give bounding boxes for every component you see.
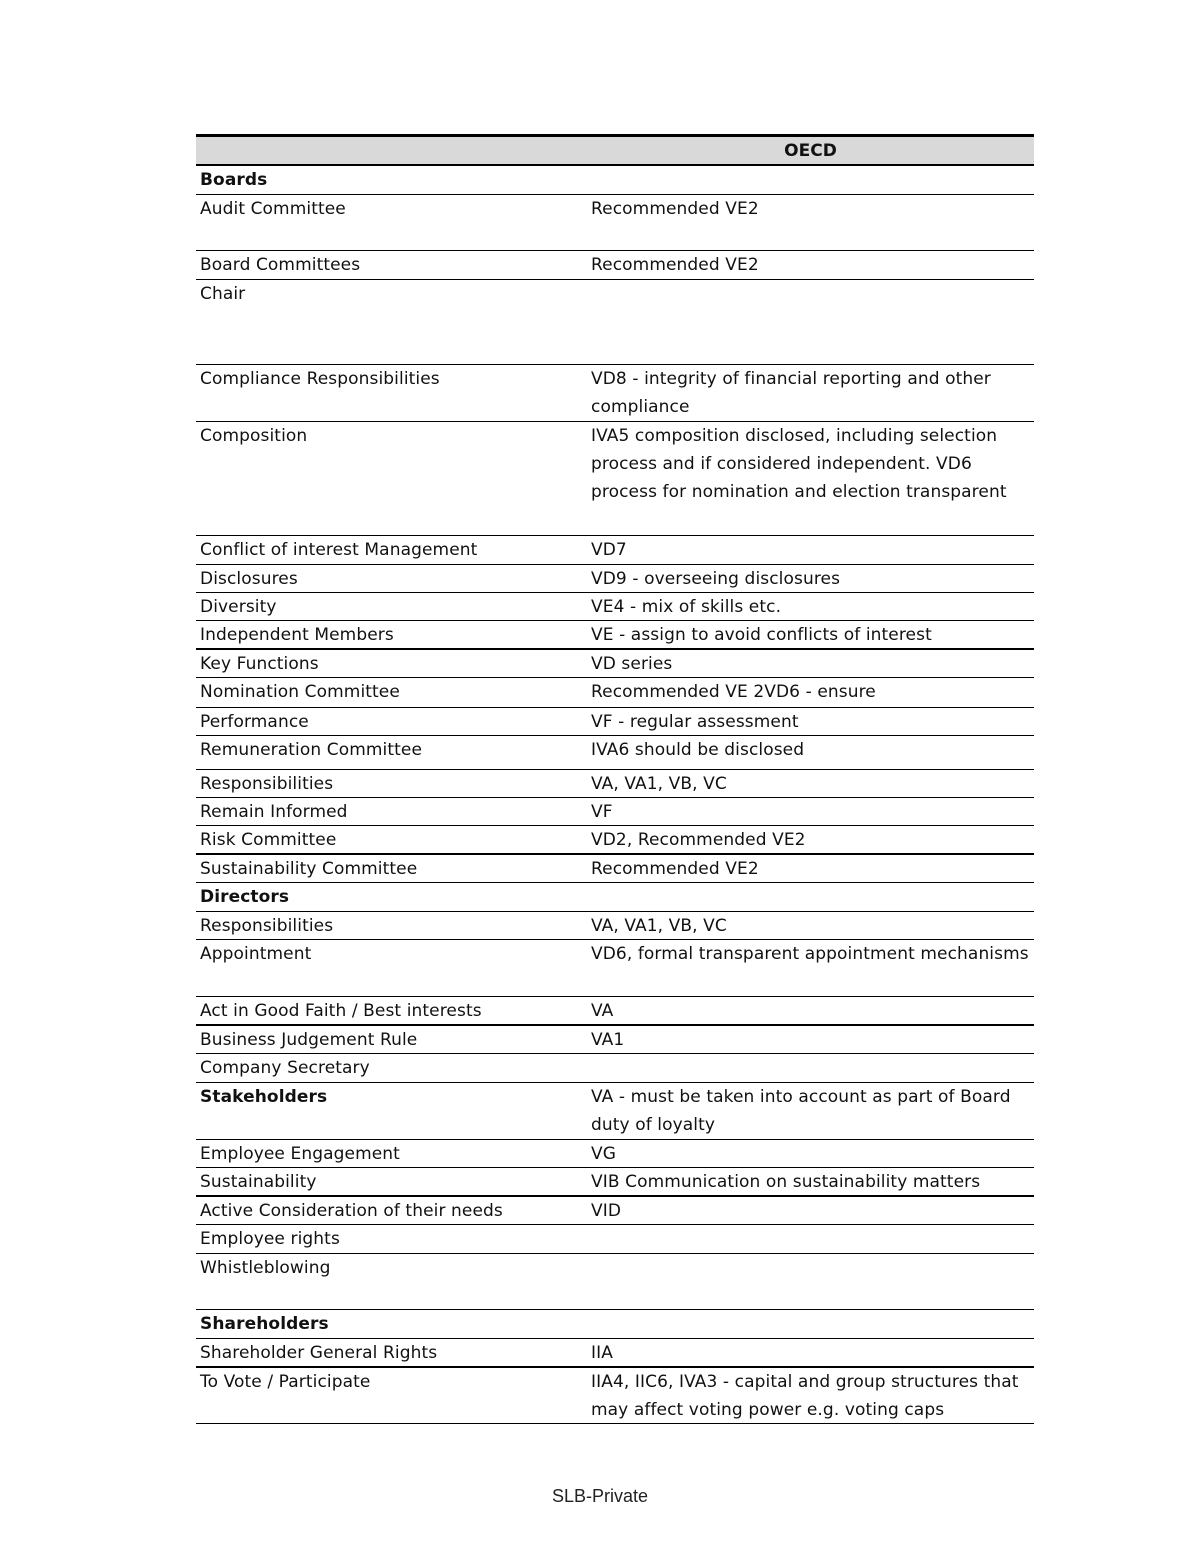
row-oecd-value [587,1254,1034,1309]
table-row [196,422,1034,536]
row-oecd-value: VD6, formal transparent appointment mechanisms [591,944,1029,964]
row-oecd-value: VA [591,1001,614,1021]
row-label: Employee rights [200,1229,340,1249]
row-oecd-value: VA, VA1, VB, VC [591,774,727,794]
table-row [196,1140,1034,1168]
row-oecd-value: VF - regular assessment [591,712,799,732]
table-row [196,365,1034,422]
row-oecd-value: VF [591,802,613,822]
table-row [196,650,1034,678]
table-row [196,1054,1034,1083]
table-row [196,1168,1034,1197]
row-oecd-value: VA1 [591,1030,625,1050]
row-oecd-value: Recommended VE2 [591,859,759,879]
table-row [196,1197,1034,1225]
section-header-row [196,883,1034,912]
row-label: Remuneration Committee [200,740,423,760]
table-row [196,770,1034,798]
row-oecd-value: VD series [591,654,673,674]
row-label: Conflict of interest Management [200,540,478,560]
table-row [196,195,1034,251]
table-row [196,855,1034,883]
row-oecd-value: IVA5 composition disclosed, including selection process and if considered independent. VD6 process for nomination and election transparent [591,426,1007,502]
table-row [196,1083,1034,1140]
row-label: Composition [200,426,308,446]
row-label: Compliance Responsibilities [200,369,440,389]
row-label: Independent Members [200,625,394,645]
table-body [196,166,1034,1424]
table-row [196,536,1034,565]
footer-classification: SLB-Private [551,1486,649,1506]
governance-table [196,134,1034,1424]
row-oecd-value: VA, VA1, VB, VC [591,916,727,936]
header-oecd: OECD [784,140,837,161]
row-label: To Vote / Participate [200,1372,371,1392]
row-oecd-value: IVA6 should be disclosed [591,740,805,760]
row-label: Remain Informed [200,802,348,822]
row-label: Directors [200,887,290,907]
table-row [196,940,1034,997]
table-row [196,1368,1034,1424]
table-row [196,826,1034,855]
row-oecd-value: Recommended VE2 [591,199,759,219]
row-label: Appointment [200,944,312,964]
row-oecd-value: VIB Communication on sustainability matters [591,1172,981,1192]
row-oecd-value: VA - must be taken into account as part of Board duty of loyalty [591,1087,1011,1135]
table-row [196,912,1034,940]
table-row [196,997,1034,1026]
row-label: Whistleblowing [200,1258,331,1278]
row-oecd-value: VID [591,1201,622,1221]
row-oecd-value: Recommended VE 2VD6 - ensure [591,682,876,702]
table-row [196,1254,1034,1310]
row-oecd-value [587,1310,1034,1338]
row-label: Boards [200,170,268,190]
row-label: Responsibilities [200,916,334,936]
section-header-row [196,1310,1034,1339]
table-row [196,1225,1034,1254]
row-oecd-value [587,166,1034,194]
row-oecd-value: VD9 - overseeing disclosures [591,569,841,589]
row-oecd-value: IIA4, IIC6, IVA3 - capital and group structures that may affect voting power e.g. voting caps [591,1372,1019,1420]
row-label: Disclosures [200,569,298,589]
table-row [196,798,1034,826]
row-oecd-value [587,1225,1034,1253]
table-row [196,1339,1034,1368]
table-row [196,593,1034,621]
table-row [196,251,1034,280]
table-row [196,1026,1034,1054]
row-oecd-value [587,883,1034,911]
table-row [196,736,1034,770]
row-oecd-value: VE - assign to avoid conflicts of interest [591,625,932,645]
row-label: Key Functions [200,654,319,674]
row-label: Stakeholders [200,1087,328,1107]
row-label: Act in Good Faith / Best interests [200,1001,482,1021]
row-label: Sustainability Committee [200,859,418,879]
row-label: Employee Engagement [200,1144,400,1164]
table-header [196,137,1034,166]
row-label: Responsibilities [200,774,334,794]
section-header-row [196,166,1034,195]
row-label: Shareholder General Rights [200,1343,438,1363]
table-row [196,708,1034,736]
row-oecd-value: Recommended VE2 [591,255,759,275]
table-row [196,280,1034,365]
row-label: Nomination Committee [200,682,400,702]
row-label: Board Committees [200,255,361,275]
row-label: Chair [200,284,246,304]
row-label: Audit Committee [200,199,346,219]
row-label: Business Judgement Rule [200,1030,418,1050]
row-oecd-value [587,1054,1034,1082]
row-oecd-value: VD8 - integrity of financial reporting and other compliance [591,369,991,417]
row-label: Risk Committee [200,830,337,850]
row-oecd-value: IIA [591,1343,613,1363]
table-row [196,621,1034,650]
row-label: Sustainability [200,1172,317,1192]
row-oecd-value: VG [591,1144,617,1164]
row-label: Shareholders [200,1314,329,1334]
row-label: Performance [200,712,309,732]
row-oecd-value: VD7 [591,540,627,560]
row-oecd-value: VD2, Recommended VE2 [591,830,806,850]
row-label: Diversity [200,597,277,617]
row-label: Company Secretary [200,1058,370,1078]
row-oecd-value [587,280,1034,364]
row-label: Active Consideration of their needs [200,1201,503,1221]
row-oecd-value: VE4 - mix of skills etc. [591,597,782,617]
table-row [196,678,1034,708]
table-row [196,565,1034,593]
